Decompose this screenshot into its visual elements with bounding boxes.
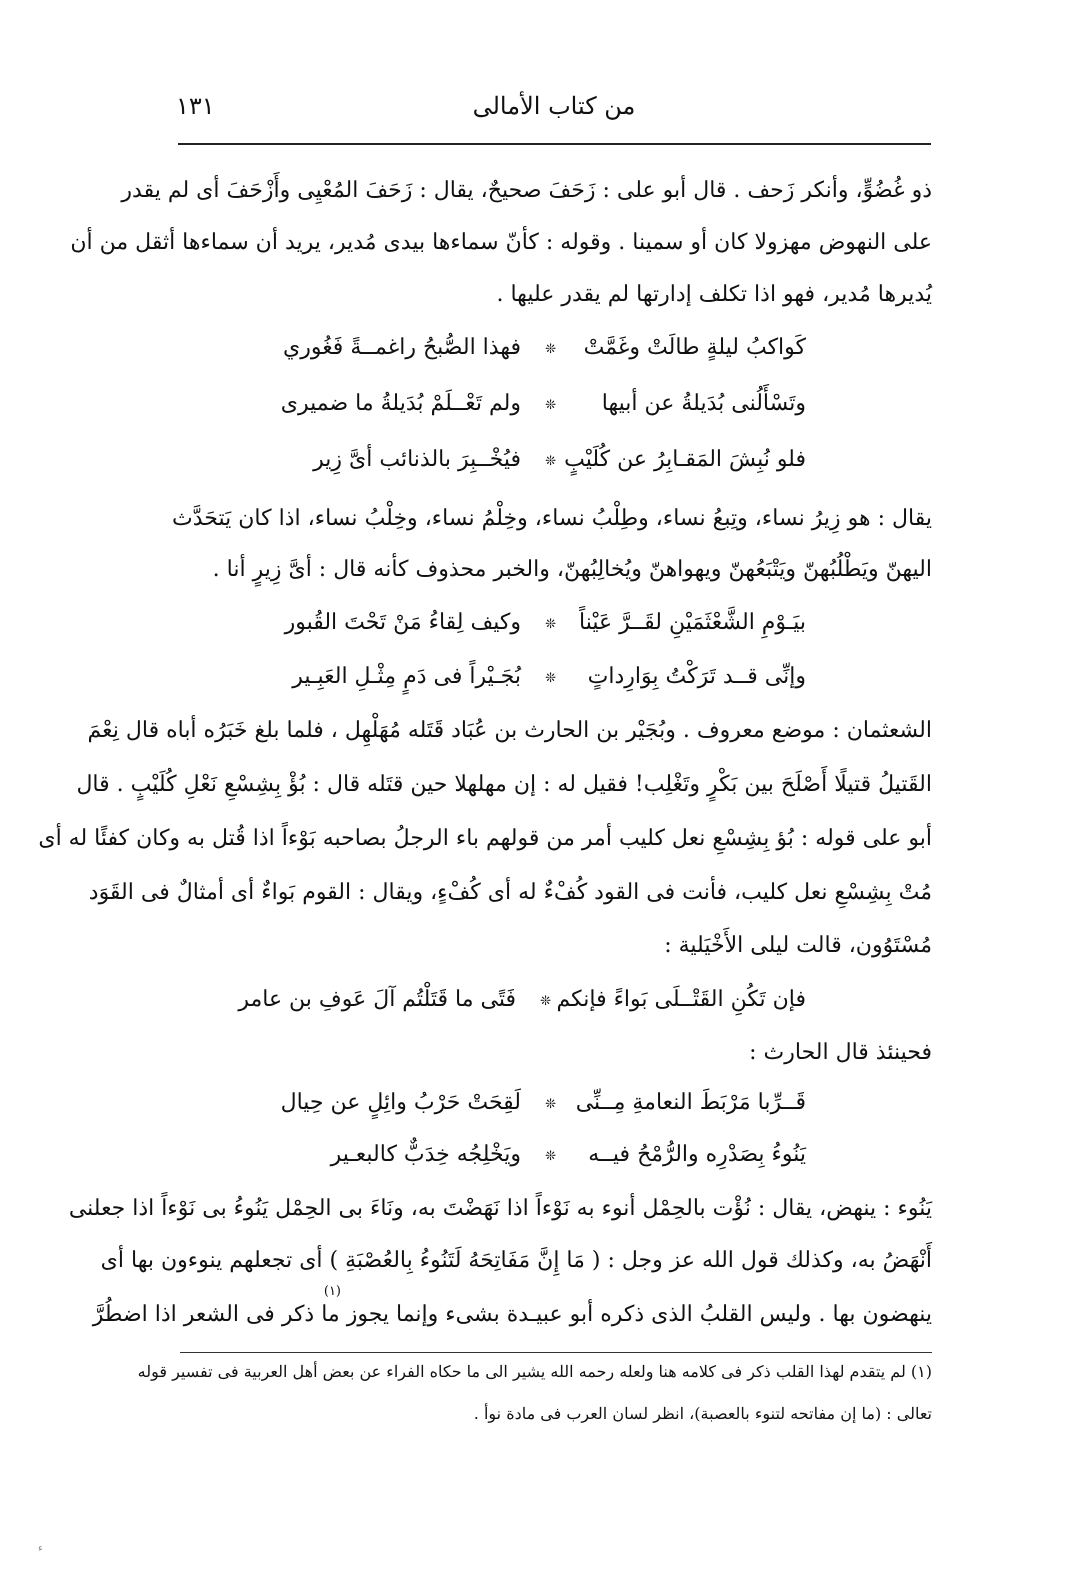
verse-hemistich-second: ويَخْلِجُه خِدَبٌّ كالبعـير: [330, 1142, 521, 1167]
verse-hemistich-first: قَــرِّبا مَرْبَطَ النعامةِ مِــنِّى: [575, 1090, 806, 1115]
header-rule: [178, 143, 931, 145]
verse-separator-icon: ❊: [545, 617, 556, 632]
verse-hemistich-second: لَقِحَتْ حَرْبُ وائِلٍ عن حِيال: [280, 1090, 521, 1115]
footnote-line: تعالى : (ما إن مفاتحه لتنوء بالعصبة)، انظر لسان العرب فى مادة نوأ .: [473, 1404, 932, 1423]
text-line: ينهضون بها . وليس القلبُ الذى ذكره أبو عبيـدة بشىء وإنما يجوز ما ذكر فى الشعر اذا اضطُرَّ: [92, 1302, 932, 1327]
verse-hemistich-first: كَواكبُ ليلةٍ طالَتْ وغَمَّتْ: [583, 335, 806, 360]
text-line: أَنْهَضُ به، وكذلك قول الله عز وجل : ( مَا إِنَّ مَفَاتِحَهُ لَتَنُوءُ بِالعُصْبَةِ ) أى تجعلهم ينوءون بها أى: [100, 1248, 932, 1273]
verse-separator-icon: ❊: [545, 1149, 556, 1164]
verse-hemistich-first: فإن تَكُنِ القَتْــلَى بَواءً فإنكم: [556, 987, 806, 1012]
footnote-reference: (١): [323, 1284, 341, 1299]
verse-hemistich-second: فهذا الصُّبحُ راغمــةً فَغُوري: [282, 335, 521, 360]
verse-hemistich-second: وكيف لِقاءُ مَنْ تَحْتَ القُبور: [284, 610, 521, 635]
verse-hemistich-second: فَتًى ما قَتَلْتُم آلَ عَوفِ بن عامر: [238, 987, 516, 1012]
verse-hemistich-first: فلو نُبِشَ المَقـابِرُ عن كُلَيْبٍ: [564, 447, 806, 472]
verse-hemistich-second: بُجَـيْراً فى دَمٍ مِثْـلِ العَبِـير: [292, 664, 521, 689]
verse-separator-icon: ❊: [545, 671, 556, 686]
verse-separator-icon: ❊: [545, 1097, 556, 1112]
text-line: يقال : هو زِيرُ نساء، وتِبعُ نساء، وطِلْبُ نساء، وخِلْمُ نساء، وخِلْبُ نساء، اذا كان يَتحَدَّث: [172, 506, 932, 531]
page-number: ١٣١: [176, 92, 215, 120]
verse-separator-icon: ❊: [545, 454, 556, 469]
verse-hemistich-first: وإنِّى قــد تَرَكْتُ بِوَارِداتٍ: [587, 664, 806, 689]
verse-separator-icon: ❊: [545, 342, 556, 357]
running-title: من كتاب الأمالى: [472, 92, 636, 120]
text-line: القَتيلُ قتيلًا أَصْلَحَ بين بَكْرٍ وتَغْلِب! فقيل له : إن مهلهلا حين قتَله قال : بُؤْ بِشِسْعِ نَعْلِ كُلَيْبٍ . قال: [76, 772, 932, 797]
text-line: أبو على قوله : بُؤ بِشِسْعِ نعل كليب أمر من قولهم باء الرجلُ بصاحبه بَوْءاً اذا قُتل به وكان كفئًا له أى: [38, 826, 932, 851]
verse-separator-icon: ❊: [540, 994, 551, 1009]
verse-hemistich-second: فيُخْــبِرَ بالذنائب أىَّ زِير: [313, 447, 521, 472]
text-line: يُديرها مُدير، فهو اذا تكلف إدارتها لم يقدر عليها .: [496, 282, 932, 307]
page-header: [176, 92, 932, 132]
text-line: على النهوض مهزولا كان أو سمينا . وقوله : كأنّ سماءها بيدى مُدير، يريد أن سماءها أثقل من أن: [70, 230, 932, 255]
text-line: مُسْتَوُون، قالت ليلى الأَخْيَلية :: [664, 933, 932, 958]
scan-mark: ء: [38, 1543, 43, 1554]
verse-hemistich-first: بيَـوْمِ الشَّعْثَمَيْنِ لقَــرَّ عَيْناً: [579, 610, 806, 635]
verse-hemistich-first: يَنُوءُ بِصَدْرِه والرُّمْحُ فيــه: [588, 1142, 806, 1167]
verse-hemistich-second: ولم تَعْــلَمْ بُدَيلةُ ما ضميرى: [280, 391, 521, 416]
text-line: الشعثمان : موضع معروف . وبُجَيْر بن الحارث بن عُبَاد قَتَله مُهَلْهِل ، فلما بلغ خَبَرُه أباه قال نِعْمَ: [87, 718, 932, 743]
verse-separator-icon: ❊: [545, 398, 556, 413]
text-line: اليهنّ ويَطْلُبُهنّ ويَتْبَعُهنّ ويهواهنّ ويُخالِبُهنّ، والخبر محذوف كأنه قال : أىَّ زِيرٍ أنا .: [212, 557, 932, 582]
verse-hemistich-first: وتَسْأَلُنى بُدَيلةُ عن أبيها: [601, 391, 806, 416]
text-line: يَنُوء : ينهض، يقال : نُؤْت بالحِمْل أنوء به نَوْءاً اذا نَهَضْتَ به، ونَاءَ بى الحِمْل يَنُوءُ بى نَوْءاً اذا جعلنى: [68, 1196, 932, 1221]
text-line: ذو غُضُوٍّ، وأنكر زَحف . قال أبو على : زَحَفَ صحيحٌ، يقال : زَحَفَ المُعْيِى وأَزْحَفَ أى لم يقدر: [121, 178, 932, 203]
text-line: مُتْ بِشِسْعِ نعل كليب، فأنت فى القود كُفْءٌ له أى كُفْءٍ، ويقال : القوم بَواءٌ أى أمثالٌ فى القَوَد: [88, 880, 932, 905]
text-line: فحينئذ قال الحارث :: [749, 1040, 932, 1065]
footnote-line: (١) لم يتقدم لهذا القلب ذكر فى كلامه هنا ولعله رحمه الله يشير الى ما حكاه الفراء عن بعض أهل العربية فى تفسير قوله: [137, 1362, 932, 1381]
footnote-rule: [180, 1352, 932, 1353]
